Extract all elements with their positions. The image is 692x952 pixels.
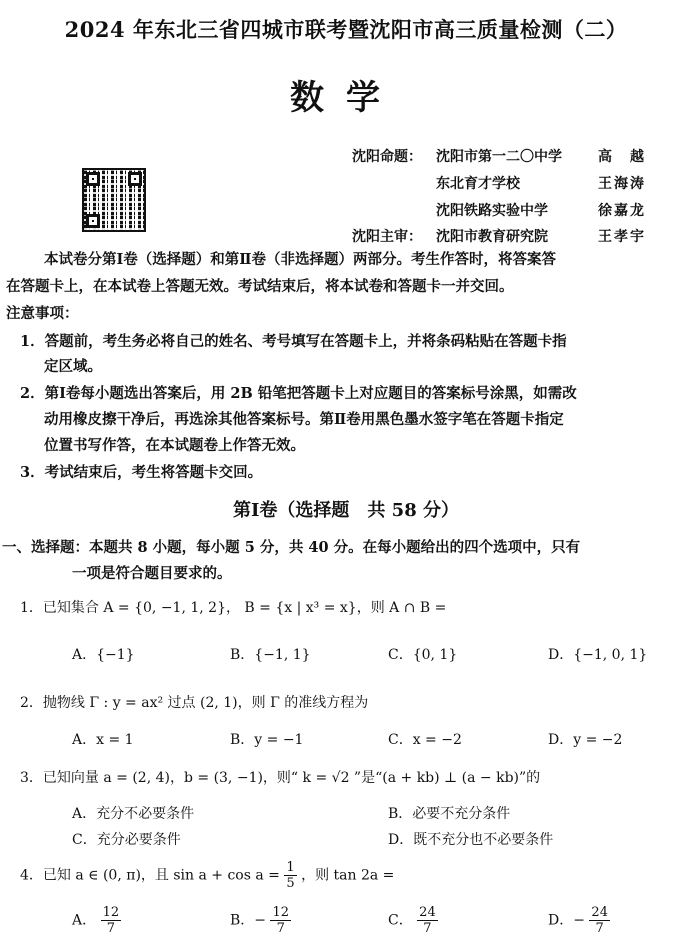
option-a bbox=[72, 905, 121, 936]
intro-text: 在答题卡上，在本试卷上答题无效。考试结束后，将本试卷和答题卡一并交回。 bbox=[6, 278, 514, 295]
section-instructions: 一项是符合题目要求的。 bbox=[72, 565, 232, 582]
author-name: 徐嘉龙 bbox=[598, 203, 646, 219]
question-stem: 1．已知集合 A = {0, −1, 1, 2}， B = {x | x³ = x}，则 A ∩ B = bbox=[20, 600, 447, 616]
author-role: 沈阳命题： bbox=[352, 149, 422, 165]
author-org: 沈阳市教育研究院 bbox=[436, 229, 548, 245]
option-letter: B． bbox=[230, 912, 255, 929]
fraction-denominator: 5 bbox=[286, 876, 295, 891]
option-c: C．充分必要条件 bbox=[72, 832, 181, 848]
fraction bbox=[270, 905, 291, 936]
fraction-numerator: 24 bbox=[591, 905, 608, 920]
notice-item: 1．答题前，考生务必将自己的姓名、考号填写在答题卡上，并将条码粘贴在答题卡指 bbox=[20, 333, 567, 350]
fraction-numerator: 1 bbox=[286, 860, 295, 875]
option-d bbox=[548, 905, 610, 936]
fraction bbox=[589, 905, 610, 936]
subject-title: 数学 bbox=[290, 78, 402, 118]
exam-title: 2024 年东北三省四城市联考暨沈阳市高三质量检测（二） bbox=[64, 17, 628, 42]
option-c: C．x = −2 bbox=[388, 732, 462, 748]
notice-item: 位置书写作答，在本试题卷上作答无效。 bbox=[44, 437, 305, 454]
question-stem bbox=[20, 860, 394, 891]
author-row bbox=[0, 173, 692, 193]
option-d: D．{−1, 0, 1} bbox=[548, 647, 648, 663]
option-a: A．充分不必要条件 bbox=[72, 806, 195, 822]
question-stem-text: ，则 tan 2a = bbox=[301, 867, 395, 884]
notice-item: 动用橡皮擦干净后，再选涂其他答案标号。第Ⅱ卷用黑色墨水签字笔在答题卡指定 bbox=[44, 411, 564, 428]
intro-text: 本试卷分第Ⅰ卷（选择题）和第Ⅱ卷（非选择题）两部分。考生作答时，将答案答 bbox=[44, 251, 556, 268]
author-row bbox=[0, 200, 692, 220]
option-d: D．既不充分也不必要条件 bbox=[388, 832, 554, 848]
section-title: 第Ⅰ卷（选择题 共 58 分） bbox=[232, 500, 459, 521]
notice-heading: 注意事项： bbox=[6, 305, 79, 322]
option-b bbox=[230, 905, 291, 936]
question-stem: 3．已知向量 a = (2, 4)，b = (3, −1)，则“ k = √2 ”是“(a + kb) ⊥ (a − kb)”的 bbox=[20, 770, 541, 786]
section-instructions: 一、选择题：本题共 8 小题，每小题 5 分，共 40 分。在每小题给出的四个选项中，只有 bbox=[2, 539, 581, 556]
author-org: 东北育才学校 bbox=[436, 176, 520, 192]
option-c bbox=[388, 905, 438, 936]
fraction-denominator: 7 bbox=[276, 921, 285, 936]
author-role: 沈阳主审： bbox=[352, 229, 422, 245]
option-b: B．必要不充分条件 bbox=[388, 806, 511, 822]
author-org: 沈阳市第一二〇中学 bbox=[436, 149, 562, 165]
author-name: 王孝宇 bbox=[598, 229, 646, 245]
option-a: A．x = 1 bbox=[72, 732, 134, 748]
fraction-numerator: 12 bbox=[272, 905, 290, 920]
author-row bbox=[0, 226, 692, 246]
option-b: B．{−1, 1} bbox=[230, 647, 311, 663]
option-letter: A． bbox=[72, 912, 97, 929]
option-sign: − bbox=[254, 912, 267, 929]
option-a: A．{−1} bbox=[72, 647, 135, 663]
fraction bbox=[101, 905, 122, 936]
notice-item: 定区域。 bbox=[44, 358, 102, 375]
notice-item: 3．考试结束后，考生将答题卡交回。 bbox=[20, 464, 263, 481]
option-letter: D． bbox=[548, 912, 574, 929]
option-d: D．y = −2 bbox=[548, 732, 623, 748]
author-org: 沈阳铁路实验中学 bbox=[436, 203, 548, 219]
option-b: B．y = −1 bbox=[230, 732, 304, 748]
fraction-denominator: 7 bbox=[106, 921, 115, 936]
fraction-denominator: 7 bbox=[595, 921, 604, 936]
fraction bbox=[417, 905, 438, 936]
option-letter: C． bbox=[388, 912, 413, 929]
author-name: 高 越 bbox=[598, 149, 646, 165]
option-c: C．{0, 1} bbox=[388, 647, 458, 663]
fraction-denominator: 7 bbox=[423, 921, 432, 936]
fraction-numerator: 12 bbox=[102, 905, 120, 920]
author-list bbox=[0, 146, 692, 246]
question-stem: 2．抛物线 Γ : y = ax² 过点 (2, 1)，则 Γ 的准线方程为 bbox=[20, 695, 369, 711]
notice-item: 2．第Ⅰ卷每小题选出答案后，用 2B 铅笔把答题卡上对应题目的答案标号涂黑，如需改 bbox=[20, 385, 577, 402]
fraction-numerator: 24 bbox=[419, 905, 436, 920]
author-row bbox=[0, 146, 692, 166]
author-name: 王海涛 bbox=[598, 176, 646, 192]
fraction bbox=[284, 860, 296, 891]
question-stem-text: 4．已知 a ∈ (0, π)，且 sin a + cos a = bbox=[20, 867, 280, 884]
option-sign: − bbox=[573, 912, 585, 929]
